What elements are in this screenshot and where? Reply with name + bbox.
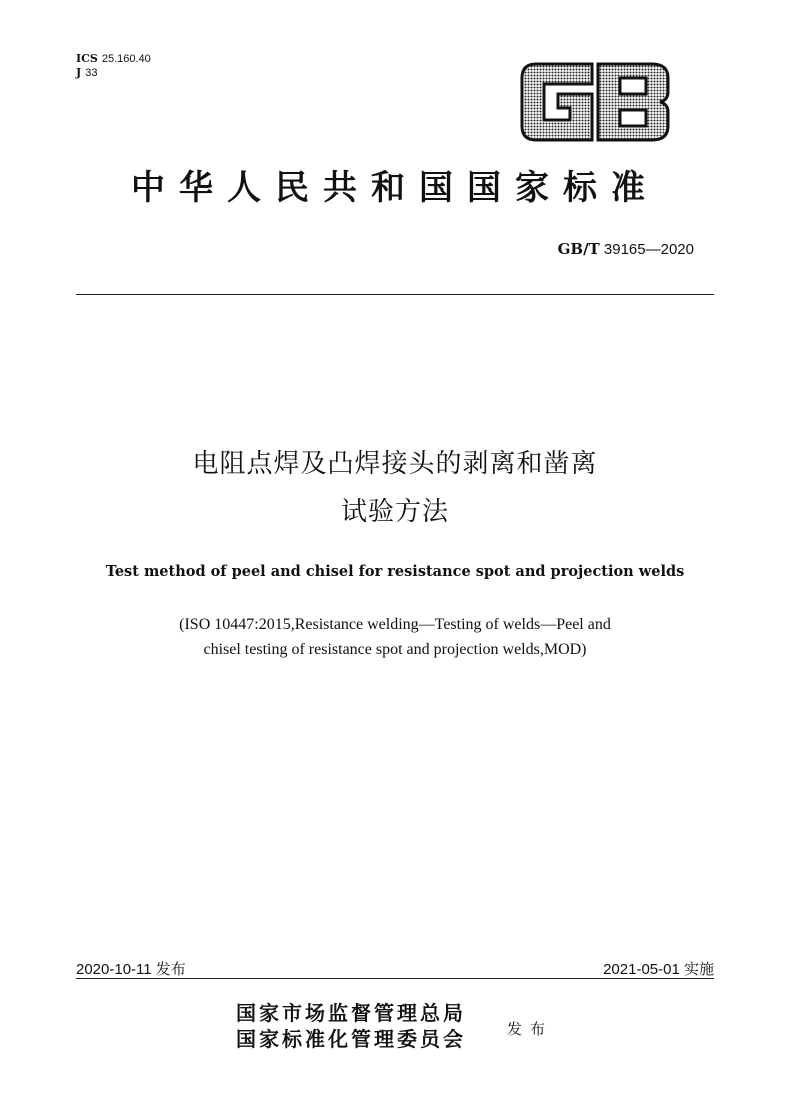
iso-reference-line-1: (ISO 10447:2015,Resistance welding—Testing of welds—Peel and bbox=[179, 616, 611, 633]
gb-logo bbox=[518, 62, 670, 142]
issuer-2: 国家标准化管理委员会 bbox=[236, 1027, 466, 1051]
issuing-authorities bbox=[236, 1000, 466, 1052]
ics-line: ICS 25.160.40 bbox=[76, 52, 151, 65]
top-divider bbox=[76, 294, 714, 295]
issuing-country-standard-title: 中华人民共和国国家标准 bbox=[131, 168, 659, 208]
implementation-date: 2021-05-01 实施 bbox=[603, 961, 714, 978]
bottom-divider bbox=[76, 978, 714, 979]
publish-label: 发布 bbox=[507, 1020, 554, 1038]
chinese-title-line-1: 电阻点焊及凸焊接头的剥离和凿离 bbox=[192, 449, 598, 479]
standard-prefix: GB/T bbox=[557, 240, 600, 258]
iso-reference bbox=[60, 612, 730, 662]
chinese-title-line-2: 试验方法 bbox=[340, 497, 449, 527]
issuer-1: 国家市场监督管理总局 bbox=[236, 1001, 466, 1025]
issue-date: 2020-10-11 发布 bbox=[76, 961, 186, 978]
standard-code: 39165—2020 bbox=[603, 241, 694, 258]
english-title: Test method of peel and chisel for resistance spot and projection welds bbox=[105, 563, 685, 580]
classification-codes bbox=[76, 52, 151, 80]
chinese-title bbox=[40, 440, 750, 536]
iso-reference-line-2: chisel testing of resistance spot and projection welds,MOD) bbox=[203, 641, 587, 658]
standard-number bbox=[558, 240, 694, 258]
ccs-line: J 33 bbox=[76, 66, 98, 79]
